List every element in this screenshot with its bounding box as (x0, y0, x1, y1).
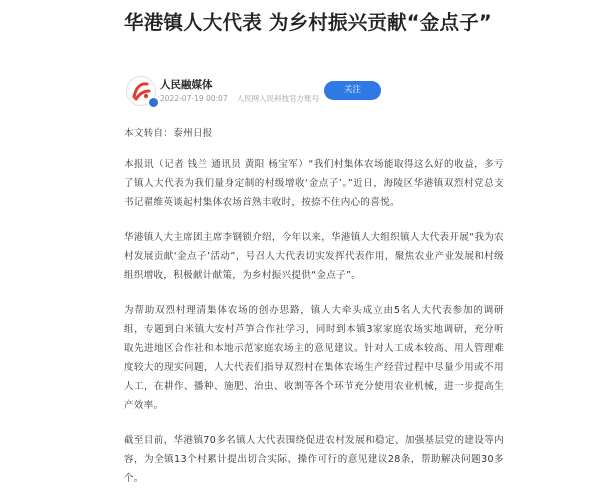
article-title: 华港镇人大代表 为乡村振兴贡献“金点子” (124, 11, 492, 34)
author-meta (160, 93, 328, 104)
author-block (124, 76, 504, 110)
avatar[interactable] (126, 76, 156, 106)
source-line: 本文转自：泰州日报 (124, 128, 213, 139)
author-name[interactable]: 人民融媒体 (160, 79, 213, 91)
publish-timestamp: 2022-07-19 00:07 (160, 94, 228, 103)
follow-button[interactable]: 关注 (324, 81, 381, 100)
paragraph-3: 为帮助双烈村理清集体农场的创办思路，镇人大牵头成立由5名人大代表参加的调研组，专题到白米镇大安村芦笋合作社学习，同时到本镇3家家庭农场实地调研，充分听取先进地区合作社和本地示范家庭农场主的意见建议。针对人工成本较高、用人管理难度较大的现实问题，人大代表们指导双烈村在集体农场生产经营过程中尽量少用或不用人工，在耕作、播种、施肥、治虫、收割等各个环节充分使用农业机械，进一步提高生产效率。 (124, 305, 504, 411)
paragraph-4: 截至目前，华港镇70多名镇人大代表围绕促进农村发展和稳定、加强基层党的建设等内容，为全镇13个村累计提出切合实际、操作可行的意见建议28条，帮助解决问题30多个。 (124, 435, 504, 484)
verified-badge-icon (148, 97, 159, 108)
paragraph-2: 华港镇人大主席团主席李钢锁介绍，今年以来，华港镇人大组织镇人大代表开展“我为农村发展贡献‘金点子’活动”，号召人大代表切实发挥代表作用，聚焦农业产业发展和村级组织增收，积极献计献策，为乡村振兴提供“金点子”。 (124, 232, 504, 281)
paragraph-1: 本报讯（记者 钱兰 通讯员 黄阳 杨宝军）“我们村集体农场能取得这么好的收益，多亏了镇人大代表为我们量身定制的村级增收‘金点子’。”近日，海陵区华港镇双烈村党总支书记翟维英谈起村集体农场首熟丰收时，按捺不住内心的喜悦。 (124, 159, 504, 208)
author-description: 人民网人民科技官方账号 (236, 94, 320, 103)
article-body (124, 124, 504, 504)
